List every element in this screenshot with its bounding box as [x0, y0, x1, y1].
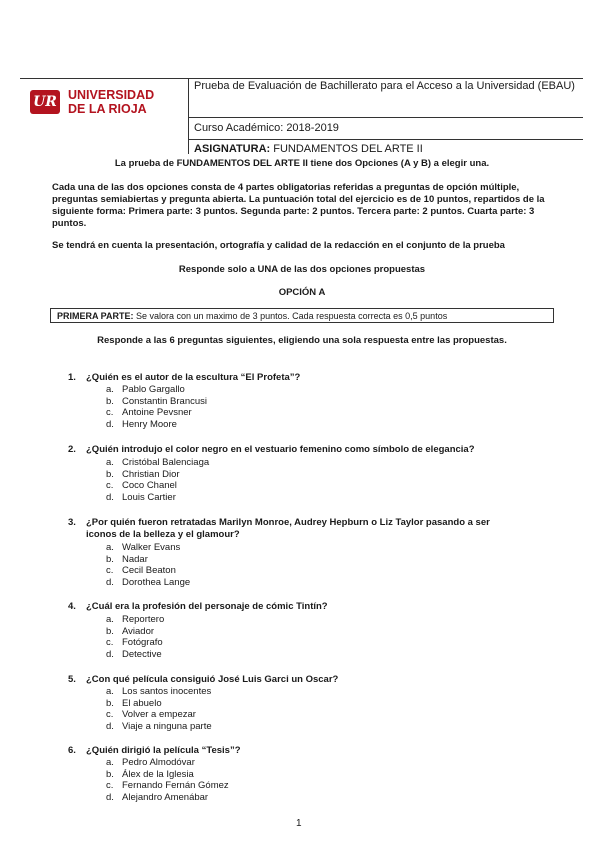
question-number: 6.: [68, 745, 76, 756]
part1-box: [50, 308, 554, 323]
university-name: [68, 88, 186, 116]
question-number: 2.: [68, 444, 76, 455]
answer-option[interactable]: a. Reportero: [106, 614, 165, 625]
answer-option[interactable]: b. Álex de la Iglesia: [106, 768, 194, 780]
answer-option[interactable]: a. Los santos inocentes: [106, 686, 212, 697]
answer-option[interactable]: c. Fernando Fernán Gómez: [106, 780, 229, 792]
question-3-options: [106, 542, 190, 588]
presentation-note: Se tendrá en cuenta la presentación, ortografía y calidad de la redacción en el conjunto de la prueba: [52, 240, 505, 251]
academic-year: Curso Académico: 2018-2019: [194, 122, 339, 134]
header-top-border: [20, 78, 583, 79]
answer-option[interactable]: d. Louis Cartier: [106, 491, 176, 503]
question-4: [68, 601, 538, 613]
answer-option[interactable]: c. Antoine Pevsner: [106, 407, 192, 419]
part1-scoring: Se valora con un maximo de 3 puntos. Cada respuesta correcta es 0,5 puntos: [136, 311, 448, 321]
university-name-line2: DE LA RIOJA: [68, 102, 147, 116]
answer-option[interactable]: c. Coco Chanel: [106, 480, 177, 492]
subject-label: ASIGNATURA:: [194, 143, 271, 155]
respond-one-instruction: Responde solo a UNA de las dos opciones propuestas: [178, 264, 426, 275]
answer-option[interactable]: d. Alejandro Amenábar: [106, 791, 209, 803]
question-1-options: [106, 384, 207, 430]
question-text: ¿Por quién fueron retratadas Marilyn Monroe, Audrey Hepburn o Liz Taylor pasando a ser iconos de la belleza y el glamour?: [86, 517, 490, 540]
question-6: [68, 745, 538, 757]
part1-label: PRIMERA PARTE:: [57, 311, 134, 321]
options-intro: La prueba de FUNDAMENTOS DEL ARTE II tiene dos Opciones (A y B) a elegir una.: [114, 158, 490, 169]
page-number: 1: [296, 818, 302, 829]
subject-value: FUNDAMENTOS DEL ARTE II: [273, 143, 423, 155]
answer-option[interactable]: d. Dorothea Lange: [106, 576, 191, 588]
question-number: 4.: [68, 601, 76, 612]
answer-option[interactable]: a. Cristóbal Balenciaga: [106, 457, 210, 468]
answer-option[interactable]: b. Constantin Brancusi: [106, 395, 208, 407]
question-text: ¿Quién es el autor de la escultura “El Profeta”?: [86, 372, 301, 383]
answer-option[interactable]: a. Pablo Gargallo: [106, 384, 185, 395]
exam-title: Prueba de Evaluación de Bachillerato para el Acceso a la Universidad (EBAU): [194, 80, 575, 92]
university-name-line1: UNIVERSIDAD: [68, 88, 155, 102]
header-divider: [188, 78, 189, 154]
question-5-options: [106, 686, 212, 732]
question-2: [68, 444, 538, 456]
subject: [194, 143, 423, 155]
question-number: 5.: [68, 674, 76, 685]
answer-option[interactable]: a. Pedro Almodóvar: [106, 757, 195, 768]
university-logo-icon: UR: [30, 90, 60, 114]
answer-option[interactable]: b. Aviador: [106, 625, 155, 637]
answer-option[interactable]: a. Walker Evans: [106, 542, 181, 553]
answer-option[interactable]: b. Christian Dior: [106, 468, 180, 480]
question-2-options: [106, 457, 209, 503]
question-number: 1.: [68, 372, 76, 383]
answer-option[interactable]: c. Fotógrafo: [106, 637, 163, 649]
question-6-options: [106, 757, 229, 803]
question-text: ¿Cuál era la profesión del personaje de cómic Tintín?: [86, 601, 328, 612]
answer-option[interactable]: c. Cecil Beaton: [106, 565, 176, 577]
question-text: ¿Quién introdujo el color negro en el vestuario femenino como símbolo de elegancia?: [86, 444, 475, 455]
header-lower-border: [188, 139, 583, 140]
answer-option[interactable]: b. Nadar: [106, 553, 148, 565]
answer-option[interactable]: d. Detective: [106, 648, 162, 660]
question-5: [68, 674, 538, 686]
answer-option[interactable]: d. Henry Moore: [106, 418, 177, 430]
question-1: [68, 372, 538, 384]
answer-option[interactable]: c. Volver a empezar: [106, 709, 196, 721]
question-3: [68, 517, 538, 540]
question-text: ¿Quién dirigió la película “Tesis”?: [86, 745, 241, 756]
question-text: ¿Con qué película consiguió José Luis Garci un Oscar?: [86, 674, 339, 685]
option-heading: OPCIÓN A: [278, 287, 326, 298]
part1-instruction: Responde a las 6 preguntas siguientes, eligiendo una sola respuesta entre las propuestas.: [97, 335, 507, 346]
answer-option[interactable]: d. Viaje a ninguna parte: [106, 720, 212, 732]
structure-description: Cada una de las dos opciones consta de 4 partes obligatorias referidas a preguntas de opción múltiple, preguntas semiabiertas y pregunta abierta. La puntuación total del ejercicio es de 10 puntos, repartidos de la siguiente forma: Primera parte: 3 puntos. Segunda parte: 2 puntos. Tercera parte: 2 puntos. Cuarta parte: 3 puntos.: [52, 182, 545, 229]
question-4-options: [106, 614, 164, 660]
question-number: 3.: [68, 517, 76, 528]
header-middle-border: [188, 117, 583, 118]
answer-option[interactable]: b. El abuelo: [106, 697, 162, 709]
